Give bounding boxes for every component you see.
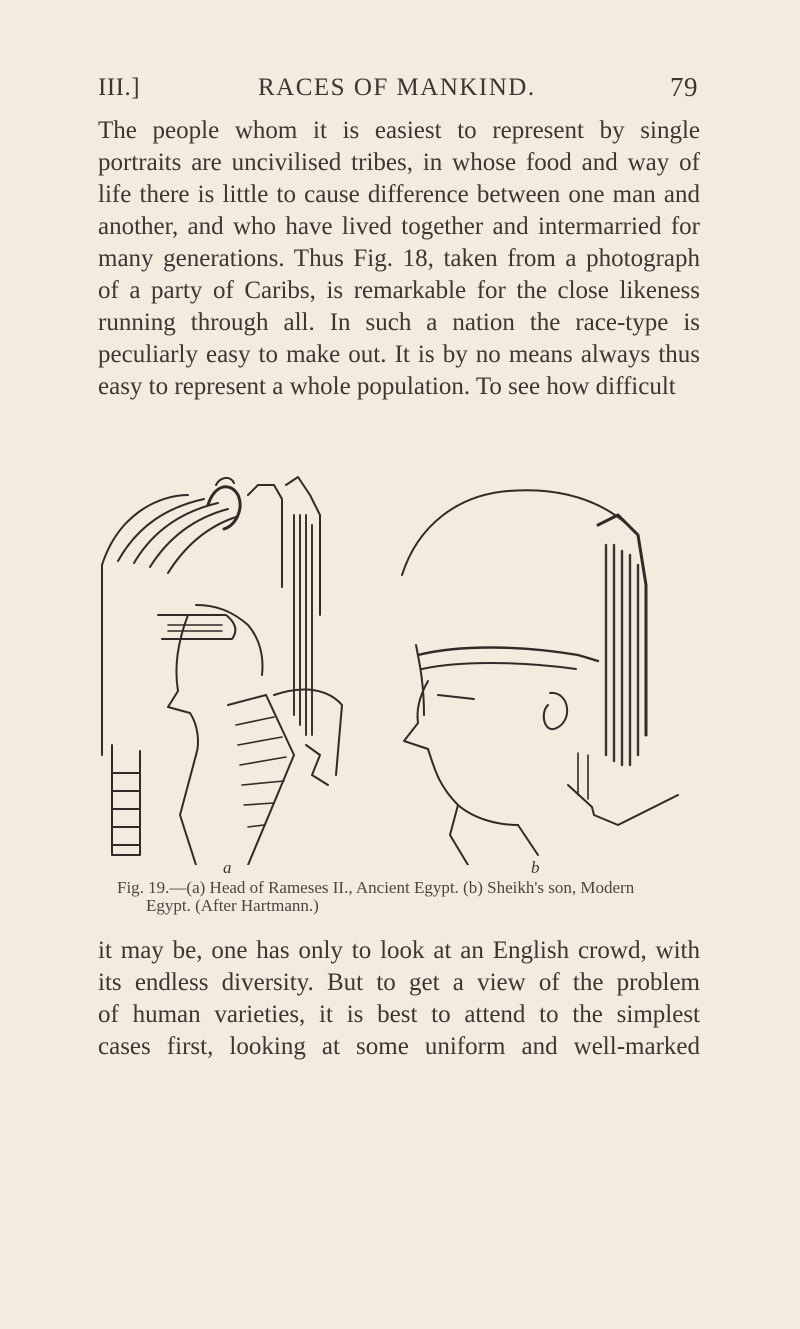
text-line: its endless diversity. But to get a view of the problem xyxy=(98,969,700,996)
text-line: it may be, one has only to look at an English crowd, with xyxy=(98,937,700,964)
body-paragraph-2 xyxy=(98,935,700,1063)
running-header xyxy=(98,64,698,104)
figure-caption xyxy=(117,879,699,915)
caption-line: Fig. 19.—(a) Head of Rameses II., Ancient Egypt. (b) Sheikh's son, Modern xyxy=(117,878,635,897)
text-line: of a party of Caribs, is remarkable for the close likeness xyxy=(98,277,700,304)
running-title: RACES OF MANKIND. xyxy=(258,74,536,101)
text-line: running through all. In such a nation the race-type is xyxy=(98,309,700,336)
text-line: easy to represent a whole population. To see how difficult xyxy=(98,373,676,400)
rameses-head-illustration xyxy=(102,477,342,865)
text-line: another, and who have lived together and intermarried for xyxy=(98,213,700,240)
caption-line: Egypt. (After Hartmann.) xyxy=(146,896,319,915)
page-number: 79 xyxy=(670,72,698,102)
text-line: many generations. Thus Fig. 18, taken from a photograph xyxy=(98,245,700,272)
body-paragraph-1 xyxy=(98,115,700,403)
chapter-number: III.] xyxy=(98,74,141,101)
figure-label-a: a xyxy=(223,858,232,877)
figure-illustration xyxy=(98,455,702,865)
text-line: of human varieties, it is best to attend to the simplest xyxy=(98,1001,700,1028)
text-line: peculiarly easy to make out. It is by no means always thus xyxy=(98,341,700,368)
text-line: portraits are uncivilised tribes, in whose food and way of xyxy=(98,149,700,176)
figure-label-b: b xyxy=(531,858,540,877)
sheikh-son-head-illustration xyxy=(402,490,678,865)
figure-drawing xyxy=(98,455,702,865)
text-line: The people whom it is easiest to represent by single xyxy=(98,117,700,144)
text-line: cases first, looking at some uniform and well-marked xyxy=(98,1033,700,1060)
text-line: life there is little to cause difference between one man and xyxy=(98,181,700,208)
